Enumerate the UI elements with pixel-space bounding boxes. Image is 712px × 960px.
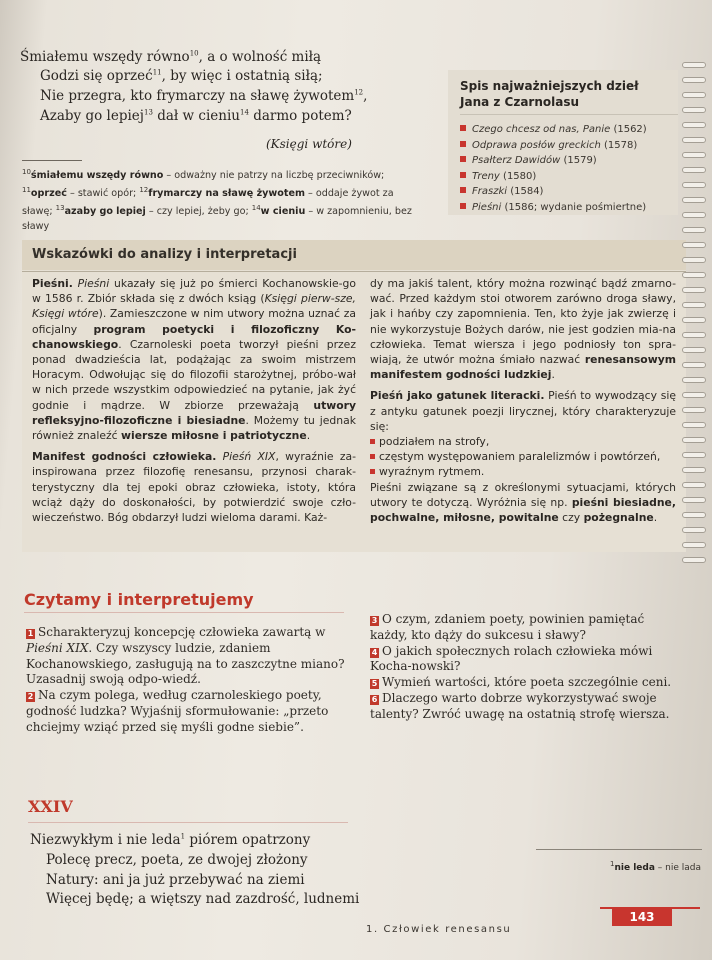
footnote-divider — [536, 849, 702, 850]
feature-list-item: częstym występowaniem paralelizmów i powtórzeń, — [370, 449, 676, 464]
poem-source: (Księgi wtóre) — [266, 137, 352, 151]
analysis-paragraph: Pieśń jako gatunek literacki. Pieśń to wywodzący się z antyku gatunek poezji lirycznej, który charakteryzuje się: — [370, 389, 676, 433]
works-list — [460, 122, 647, 215]
analysis-paragraph: Pieśni związane są z określonymi sytuacjami, których utwory te dotyczą. Wyróżnia się np. pieśni biesiadne, pochwalne, miłosne, powitalne czy pożegnalne. — [370, 480, 676, 525]
analysis-paragraph: Manifest godności człowieka. Pieśń XIX, wyraźnie za-inspirowana przez filozofię renesansu, przynosi charak-terystyczny dla tej epoki obraz człowieka, istoty, która wciąż dąży do doskonałości, by potwierdzić swoje czło-wieczeństwo. Bóg obdarzył ludzi wieloma darami. Każ- — [32, 450, 357, 525]
spiral-ring — [682, 407, 706, 413]
poem-line: Śmiałemu wszędy równo$^{10}$, a o wolność miłą — [20, 49, 322, 65]
spiral-ring — [682, 557, 706, 563]
spiral-ring — [682, 212, 706, 218]
works-list-item: Psałterz Dawidów (1579) — [460, 153, 647, 169]
poem-line: Godzi się oprzeć$^{11}$, by więc i ostatnią siłą; — [40, 68, 323, 84]
spiral-ring — [682, 542, 706, 548]
feature-list-item: podziałem na strofy, — [370, 434, 676, 449]
reading-divider — [24, 612, 344, 613]
footnotes-top: $^{10}$śmiałemu wszędy równo – odważny nie patrzy na liczbę przeciwników; $^{11}$oprzeć – stawić opór; $^{12}$frymarczy na sławę żywotem – oddaje żywot za sławę; $^{13}$azaby go lepiej – czy lepiej, żeby go; $^{14}$w cieniu – w zapomnieniu, bez sławy — [22, 168, 412, 232]
spiral-ring — [682, 242, 706, 248]
spiral-ring — [682, 452, 706, 458]
feature-list-item: wyraźnym rytmem. — [370, 464, 676, 479]
question-item: 5 Wymień wartości, które poeta szczególnie ceni. — [371, 675, 672, 690]
spiral-ring — [682, 257, 706, 263]
analysis-right-column — [370, 276, 676, 531]
spiral-ring — [682, 92, 706, 98]
spiral-ring — [682, 107, 706, 113]
questions-left — [26, 625, 352, 736]
spiral-ring — [682, 467, 706, 473]
spiral-ring — [682, 272, 706, 278]
footnote-divider — [22, 160, 82, 161]
poem-heading: XXIV — [28, 797, 73, 816]
analysis-section — [22, 240, 686, 552]
spiral-ring — [682, 302, 706, 308]
spiral-ring — [682, 497, 706, 503]
spiral-ring — [682, 347, 706, 353]
spiral-ring — [682, 422, 706, 428]
works-list-item: Odprawa posłów greckich (1578) — [460, 138, 647, 154]
spiral-ring — [682, 197, 706, 203]
works-list-item: Pieśni (1586; wydanie pośmiertne) — [460, 200, 647, 216]
poem-line: Nie przegra, kto frymarczy na sławę żywotem$^{12}$, — [40, 88, 368, 104]
poem-line: Polecę precz, poeta, ze dwojej złożony — [46, 852, 308, 868]
spiral-ring — [682, 152, 706, 158]
analysis-header — [22, 240, 686, 270]
analysis-paragraph: Pieśni. Pieśni ukazały się już po śmierci Kochanowskie-go w 1586 r. Zbiór składa się z dwóch ksiąg (Księgi pierw-sze, Księgi wtóre). Zamieszczone w nim utwory można uznać za oficjalny program poetycki i filozoficzny Ko-chanowskiego. Czarnoleski poeta tworzył pieśni przez ponad dwadzieścia lat, podążając za swoim mistrzem Horacym. Odwołując się do filozofii starożytnej, próbo-wał w nich przede wszystkim odpowiedzieć na pytanie, jak żyć godnie i mądrze. W zbiorze przeważają utwory refleksyjno-filozoficzne i biesiadne. Możemy tu jednak również znaleźć wiersze miłosne i patriotyczne. — [32, 277, 357, 443]
question-item: 2 Na czym polega, według czarnoleskiego poety, godność ludzka? Wyjaśnij sformułowanie: „przeto chciejmy wziąć przed się myśli godne siebie”. — [26, 688, 329, 734]
spiral-ring — [682, 62, 706, 68]
spiral-ring — [682, 227, 706, 233]
questions-right — [370, 612, 680, 723]
works-list-item: Fraszki (1584) — [460, 184, 647, 200]
question-item: 6 Dlaczego warto dobrze wykorzystywać swoje talenty? Zwróć uwagę na ostatnią strofę wiersza. — [370, 690, 670, 721]
chapter-label: 1. Człowiek renesansu — [366, 924, 512, 935]
reading-section-title: Czytamy i interpretujemy — [24, 590, 254, 609]
spiral-ring — [682, 332, 706, 338]
poem-line: Więcej będę; a więtszy nad zazdrość, ludnemi — [46, 891, 360, 907]
works-list-item: Treny (1580) — [460, 169, 647, 185]
works-title: Spis najważniejszych dzieł Jana z Czarnolasu — [460, 79, 639, 109]
spiral-ring — [682, 287, 706, 293]
spiral-ring — [682, 377, 706, 383]
spiral-ring — [682, 392, 706, 398]
spiral-ring — [682, 167, 706, 173]
analysis-divider — [22, 271, 686, 272]
spiral-ring — [682, 122, 706, 128]
spiral-ring — [682, 512, 706, 518]
analysis-left-column — [32, 276, 356, 531]
spiral-ring — [682, 437, 706, 443]
works-divider — [460, 114, 678, 115]
footnote-bottom: $^1$nie leda – nie lada — [610, 860, 701, 873]
question-item: 3 O czym, zdaniem poety, powinien pamiętać każdy, kto dąży do sukcesu i sławy? — [370, 612, 645, 642]
works-sidebar-box — [448, 70, 678, 215]
page-number: 143 — [612, 908, 672, 926]
question-item: 4 O jakich społecznych rolach człowieka mówi Kocha-nowski? — [370, 643, 653, 674]
spiral-ring — [682, 527, 706, 533]
analysis-title: Wskazówki do analizy i interpretacji — [32, 247, 297, 262]
poem-line: Azaby go lepiej$^{13}$ dał w cieniu$^{14}$ darmo potem? — [40, 108, 352, 124]
spiral-ring — [682, 182, 706, 188]
spiral-ring — [682, 317, 706, 323]
poem-line: Niezwykłym i nie leda$^1$ piórem opatrzony — [30, 832, 311, 848]
spiral-ring — [682, 362, 706, 368]
spiral-ring — [682, 137, 706, 143]
spiral-ring — [682, 482, 706, 488]
poem-heading-divider — [28, 822, 348, 823]
analysis-paragraph: dy ma jakiś talent, który można rozwinąć bądź zmarno-wać. Przed każdym stoi otworem zarówno droga sławy, jak i hańby czy zapomnienia. Ten, kto żyje jak zwierzę i nie wykorzystuje Bożych darów, nie jest godzien mia-na człowieka. Temat wiersza i jego podniosły ton spra-wiają, że utwór można śmiało nazwać renesansowym manifestem godności ludzkiej. — [370, 277, 676, 382]
question-item: 1 Scharakteryzuj koncepcję człowieka zawartą w Pieśni XIX. Czy wszyscy ludzie, zdaniem Kochanowskiego, zasługują na to zaszczytne miano? Uzasadnij swoją odpo-wiedź. — [26, 625, 345, 687]
poem-line: Natury: ani ja już przebywać na ziemi — [46, 872, 305, 888]
works-list-item: Czego chcesz od nas, Panie (1562) — [460, 122, 647, 138]
spiral-ring — [682, 77, 706, 83]
